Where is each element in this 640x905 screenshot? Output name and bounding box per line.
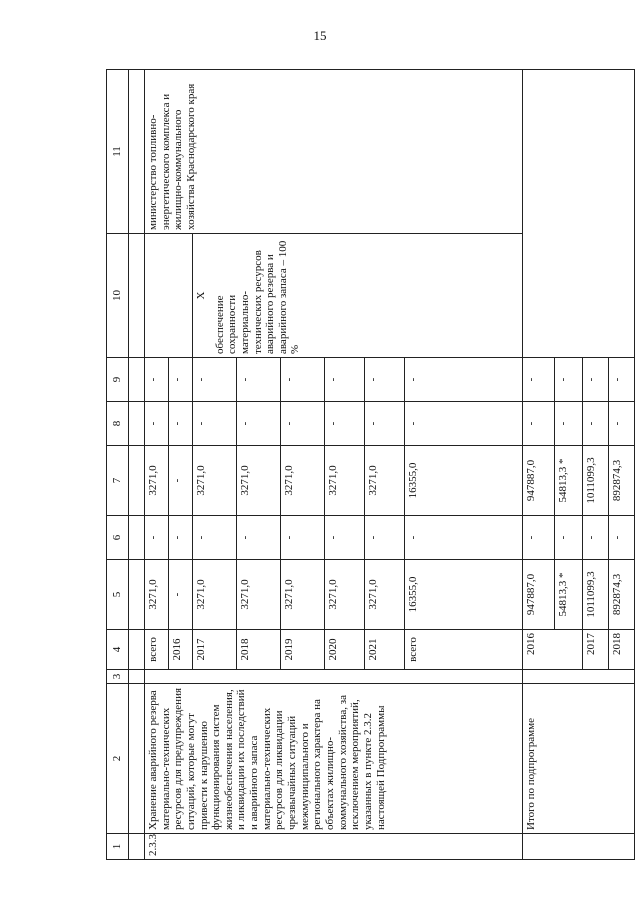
value-cell: 892874,3 — [609, 446, 635, 516]
value-cell: 892874,3 — [609, 560, 635, 630]
value-cell: 16355,0 — [405, 560, 523, 630]
value-cell: - — [193, 516, 237, 560]
value-cell: - — [325, 358, 365, 402]
value-cell: - — [583, 358, 609, 402]
result-text: обеспечение сохранности материально-технических ресурсов аварийного резерва и аварийного запаса – 100 % — [213, 240, 302, 354]
item-code: 2.3.3 — [145, 834, 523, 860]
value-cell: - — [523, 402, 555, 446]
value-cell: - — [193, 402, 237, 446]
value-cell: - — [609, 516, 635, 560]
value-cell: 947887,0 — [523, 446, 555, 516]
value-cell: - — [281, 402, 325, 446]
value-cell: - — [169, 560, 193, 630]
total-row — [523, 70, 555, 860]
year-cell: 2018 — [609, 630, 635, 670]
value-cell: - — [169, 402, 193, 446]
value-cell: 3271,0 — [145, 560, 169, 630]
value-cell: - — [583, 402, 609, 446]
col-header-1: 1 — [107, 834, 129, 860]
year-cell: 2020 — [325, 630, 365, 670]
value-cell: - — [169, 446, 193, 516]
value-cell: 54813,3 * — [555, 446, 583, 516]
x-mark: X — [195, 291, 207, 300]
value-cell: - — [145, 358, 169, 402]
result-cell — [193, 234, 523, 358]
value-cell: - — [169, 516, 193, 560]
value-cell: - — [325, 516, 365, 560]
value-cell: - — [145, 516, 169, 560]
col-header-3: 3 — [107, 670, 129, 684]
col-header-2: 2 — [107, 684, 129, 834]
item-name: Хранение аварийного резерва материально-технических ресурсов для предупреждения ситуаций, которые могут привести к нарушению функционирования систем жизнеобеспечения населения, и ликвидации их последствий и аварийного запаса материально-технических ресурсов для ликвидации чрезвычайных ситуаций межмуниципального и регионального характера на объектах жилищно-коммунального хозяйства, за исключением мероприятий, указанных в пункте 2.3.2 настоящей Подпрограммы — [145, 684, 523, 834]
value-cell: - — [405, 402, 523, 446]
executor-cell: министерство топливно-энергетического комплекса и жилищно-коммунального хозяйства Краснодарского края — [145, 70, 523, 234]
value-cell: 1011099,3 — [583, 560, 609, 630]
subprogram-table — [106, 69, 635, 860]
value-cell: - — [523, 516, 555, 560]
value-cell: 54813,3 * — [555, 560, 583, 630]
value-cell: - — [555, 402, 583, 446]
value-cell: - — [169, 358, 193, 402]
header-row — [107, 70, 129, 860]
col-header-5: 5 — [107, 560, 129, 630]
value-cell: 3271,0 — [325, 560, 365, 630]
value-cell: - — [325, 402, 365, 446]
col-header-7: 7 — [107, 446, 129, 516]
value-cell: - — [405, 516, 523, 560]
value-cell: - — [583, 516, 609, 560]
value-cell: - — [237, 402, 281, 446]
col-header-8: 8 — [107, 402, 129, 446]
rotated-table-container — [106, 70, 623, 860]
value-cell: - — [193, 358, 237, 402]
year-cell: всего — [405, 630, 523, 670]
value-cell: - — [237, 516, 281, 560]
value-cell: 16355,0 — [405, 446, 523, 516]
value-cell: - — [405, 358, 523, 402]
col-header-11: 11 — [107, 70, 129, 234]
year-cell: 2016 — [523, 630, 583, 670]
value-cell: - — [365, 358, 405, 402]
value-cell: 3271,0 — [365, 560, 405, 630]
value-cell: 1011099,3 — [583, 446, 609, 516]
value-cell: - — [609, 358, 635, 402]
total-label: Итого по подпрограмме — [523, 684, 635, 834]
year-cell: 2021 — [365, 630, 405, 670]
value-cell: 3271,0 — [365, 446, 405, 516]
value-cell: - — [609, 402, 635, 446]
year-cell: всего — [145, 630, 169, 670]
value-cell: 3271,0 — [281, 446, 325, 516]
value-cell: - — [365, 516, 405, 560]
value-cell: - — [523, 358, 555, 402]
value-cell: - — [555, 516, 583, 560]
value-cell: 3271,0 — [281, 560, 325, 630]
value-cell: 3271,0 — [193, 560, 237, 630]
value-cell: - — [281, 358, 325, 402]
table-row — [145, 70, 169, 860]
value-cell: - — [555, 358, 583, 402]
col-header-4: 4 — [107, 630, 129, 670]
col-header-9: 9 — [107, 358, 129, 402]
year-cell: 2017 — [583, 630, 609, 670]
value-cell: 3271,0 — [145, 446, 169, 516]
value-cell: 3271,0 — [193, 446, 237, 516]
page-number: 15 — [313, 28, 327, 43]
value-cell: - — [237, 358, 281, 402]
value-cell: - — [365, 402, 405, 446]
year-cell: 2018 — [237, 630, 281, 670]
year-cell: 2019 — [281, 630, 325, 670]
year-cell: 2016 — [169, 630, 193, 670]
value-cell: 3271,0 — [325, 446, 365, 516]
value-cell: 3271,0 — [237, 560, 281, 630]
value-cell: 3271,0 — [237, 446, 281, 516]
col-header-10: 10 — [107, 234, 129, 358]
value-cell: - — [145, 402, 169, 446]
spacer-row — [129, 70, 145, 860]
value-cell: 947887,0 — [523, 560, 555, 630]
year-cell: 2017 — [193, 630, 237, 670]
value-cell: - — [281, 516, 325, 560]
rotated-table-area — [106, 70, 623, 860]
col-header-6: 6 — [107, 516, 129, 560]
